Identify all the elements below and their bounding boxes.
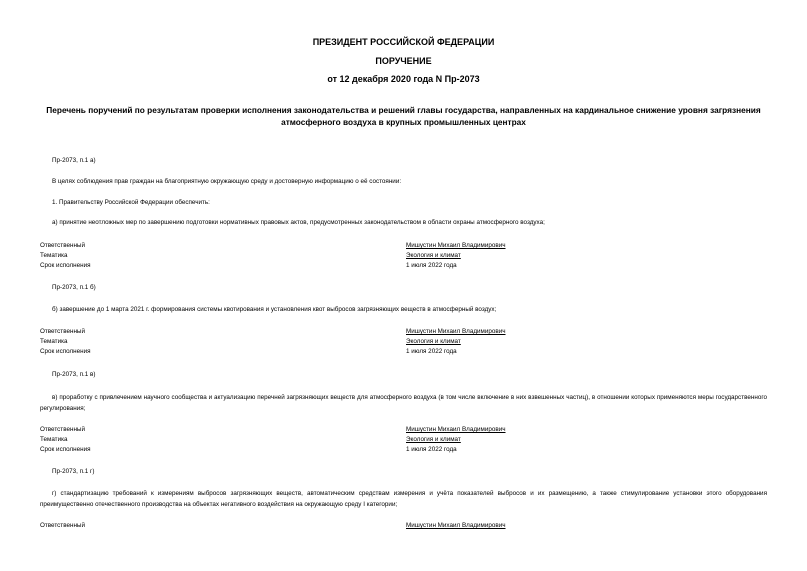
meta-row-deadline xyxy=(40,445,767,455)
topic-link[interactable]: Экология и климат xyxy=(406,338,461,345)
meta-row-topic xyxy=(40,251,767,261)
responsible-link[interactable]: Мишустин Михаил Владимирович xyxy=(406,426,506,433)
item-meta xyxy=(40,425,767,455)
meta-row-responsible xyxy=(40,425,767,435)
deadline-value: 1 июля 2022 года xyxy=(406,446,457,453)
document-type-heading: ПОРУЧЕНИЕ xyxy=(375,56,432,66)
reference-label: Пр-2073, п.1 б) xyxy=(52,284,96,291)
topic-label: Тематика xyxy=(40,338,68,345)
topic-label: Тематика xyxy=(40,436,68,443)
responsible-label: Ответственный xyxy=(40,522,85,529)
responsible-link[interactable]: Мишустин Михаил Владимирович xyxy=(406,242,506,249)
deadline-label: Срок исполнения xyxy=(40,446,91,453)
meta-row-topic xyxy=(40,337,767,347)
responsible-label: Ответственный xyxy=(40,242,85,249)
meta-row-responsible xyxy=(40,327,767,337)
topic-link[interactable]: Экология и климат xyxy=(406,436,461,443)
deadline-label: Срок исполнения xyxy=(40,348,91,355)
preamble-text: В целях соблюдения прав граждан на благоприятную окружающую среду и достоверную информацию о её состоянии: xyxy=(52,178,402,185)
document-title: Перечень поручений по результатам проверки исполнения законодательства и решений главы государства, направленных на кардинальное снижение уровня загрязнения атмосферного воздуха в крупных промышленных центрах xyxy=(46,105,761,127)
item-text: в) проработку с привлечением научного сообщества и актуализацию перечней загрязняющих веществ для атмосферного воздуха (в том числе включение в них взвешенных частиц), в отношении которых применяются меры государственного регулирования; xyxy=(40,394,767,412)
responsible-link[interactable]: Мишустин Михаил Владимирович xyxy=(406,328,506,335)
document-date-heading: от 12 декабря 2020 года N Пр-2073 xyxy=(327,74,480,84)
deadline-value: 1 июля 2022 года xyxy=(406,348,457,355)
deadline-value: 1 июля 2022 года xyxy=(406,262,457,269)
item-text: а) принятие неотложных мер по завершению подготовки нормативных правовых актов, предусмотренных законодательством в области охраны атмосферного воздуха; xyxy=(52,219,545,226)
topic-link[interactable]: Экология и климат xyxy=(406,252,461,259)
meta-row-topic xyxy=(40,435,767,445)
responsible-link[interactable]: Мишустин Михаил Владимирович xyxy=(406,522,506,529)
meta-row-deadline xyxy=(40,261,767,271)
point-1-text: 1. Правительству Российской Федерации обеспечить: xyxy=(52,199,210,206)
deadline-label: Срок исполнения xyxy=(40,262,91,269)
topic-label: Тематика xyxy=(40,252,68,259)
item-text: б) завершение до 1 марта 2021 г. формирования системы квотирования и установления квот выбросов загрязняющих веществ в атмосферный воздух; xyxy=(52,306,497,313)
issuer-heading: ПРЕЗИДЕНТ РОССИЙСКОЙ ФЕДЕРАЦИИ xyxy=(312,37,495,47)
item-meta xyxy=(40,327,767,357)
item-meta xyxy=(40,521,767,531)
responsible-label: Ответственный xyxy=(40,426,85,433)
item-text: г) стандартизацию требований к измерениям выбросов загрязняющих веществ, автоматическим средствам измерения и учёта показателей выбросов и их размещению, а также стимулирование установки этого оборудования преимущественно отечественного производства на объектах негативного воздействия на окружающую среду I категории; xyxy=(40,490,767,508)
responsible-label: Ответственный xyxy=(40,328,85,335)
meta-row-deadline xyxy=(40,347,767,357)
item-meta xyxy=(40,241,767,271)
reference-label: Пр-2073, п.1 а) xyxy=(52,157,96,164)
meta-row-responsible xyxy=(40,241,767,251)
meta-row-responsible xyxy=(40,521,767,531)
reference-label: Пр-2073, п.1 г) xyxy=(52,468,95,475)
reference-label: Пр-2073, п.1 в) xyxy=(52,371,96,378)
